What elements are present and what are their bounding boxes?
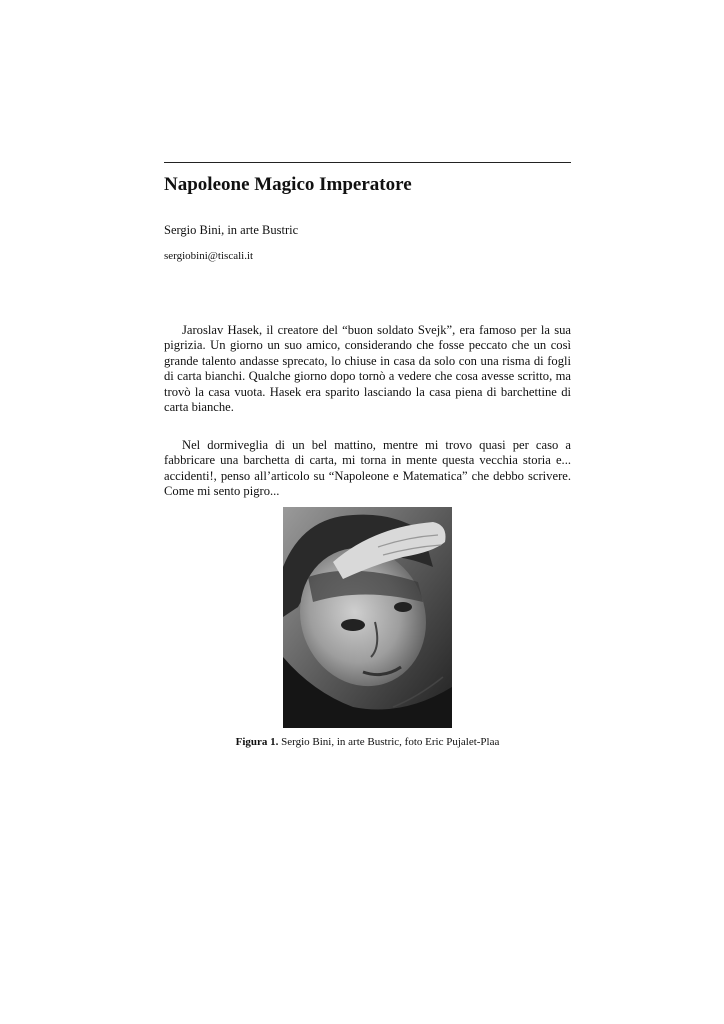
figure-label: Figura 1. [235,736,279,748]
top-rule [164,162,571,163]
figure-caption-text: Sergio Bini, in arte Bustric, foto Eric Pujalet-Plaa [281,736,500,748]
figure-caption [164,736,571,748]
paragraph-2: Nel dormiveglia di un bel mattino, mentre mi trovo quasi per caso a fabbricare una barchetta di carta, mi torna in mente questa vecchia storia e... accidenti!, penso all’articolo su “Napoleone e Matematica” che debbo scrivere. Come mi sento pigro... [164,438,571,499]
author-email: sergiobini@tiscali.it [164,250,254,262]
paper-title: Napoleone Magico Imperatore [164,174,412,195]
author-name: Sergio Bini, in arte Bustric [164,223,299,237]
paragraph-1: Jaroslav Hasek, il creatore del “buon soldato Svejk”, era famoso per la sua pigrizia. Un giorno un suo amico, considerando che fosse peccato che un così grande talento andasse sprecato, lo chiuse in casa da solo con una risma di fogli di carta bianchi. Qualche giorno dopo tornò a vedere che cosa avesse scritto, ma trovò la casa vuota. Hasek era sparito lasciando la casa piena di barchettine di carta bianche. [164,323,571,415]
portrait-photo [283,507,452,728]
